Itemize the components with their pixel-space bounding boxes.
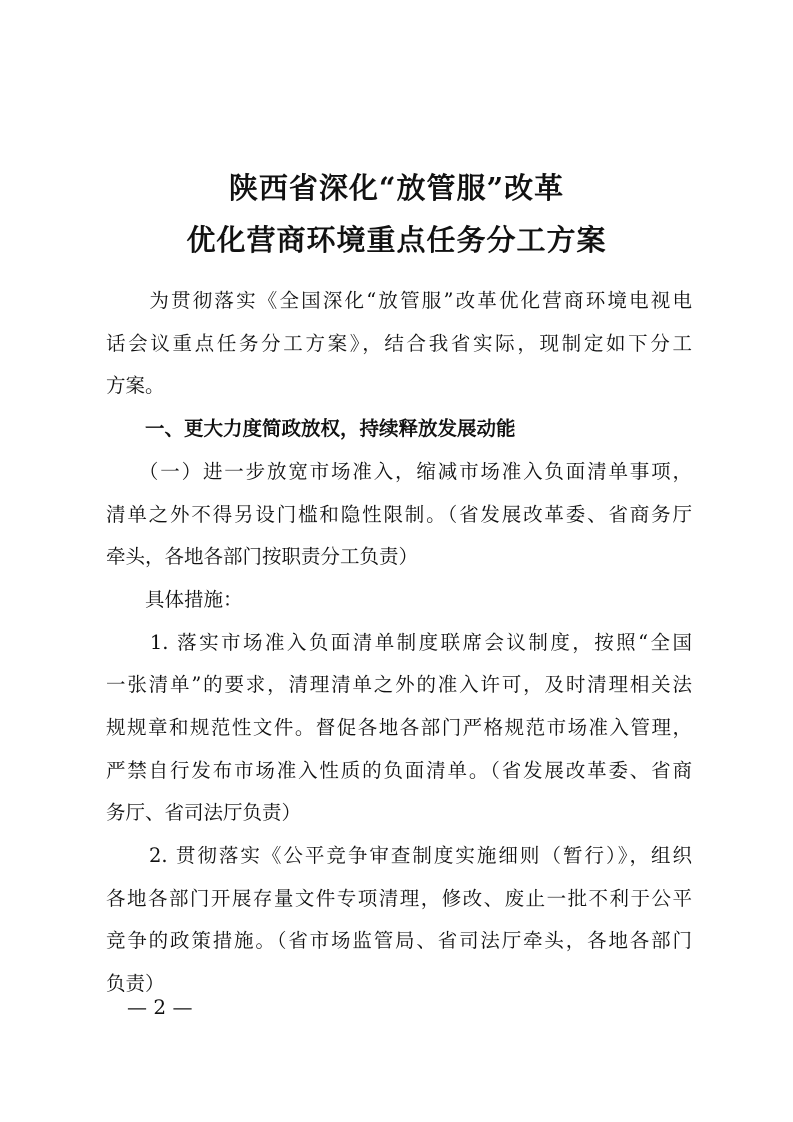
intro-paragraph-line: 方案。 <box>106 374 165 397</box>
intro-paragraph-line: 为贯彻落实《全国深化“放管服”改革优化营商环境电视电 <box>106 289 692 312</box>
measure-1-line: 规规章和规范性文件。督促各地各部门严格规范市场准入管理， <box>106 716 692 739</box>
measure-1-line: 务厅、省司法厅负责） <box>106 801 302 824</box>
item-1-line: 清单之外不得另设门槛和隐性限制。（省发展改革委、省商务厅 <box>106 503 692 526</box>
measure-2-line: 竞争的政策措施。（省市场监管局、省司法厅牵头，各地各部门 <box>106 929 692 952</box>
measure-2-line: 各地各部门开展存量文件专项清理，修改、废止一批不利于公平 <box>106 887 692 910</box>
item-1-line: 牵头，各地各部门按职责分工负责） <box>106 545 419 568</box>
section-heading-1: 一、更大力度简政放权，持续释放发展动能 <box>106 417 516 440</box>
measure-1-line: 一张清单”的要求，清理清单之外的准入许可，及时清理相关法 <box>106 673 692 696</box>
intro-paragraph-line: 话会议重点任务分工方案》，结合我省实际，现制定如下分工 <box>106 332 692 355</box>
measure-1-line: 1. 落实市场准入负面清单制度联席会议制度，按照“全国 <box>106 631 692 654</box>
title-line-1: 陕西省深化“放管服”改革 <box>228 171 565 205</box>
page-number: — 2 — <box>127 995 193 1019</box>
title-line-2: 优化营商环境重点任务分工方案 <box>186 223 607 257</box>
measure-2-line: 负责） <box>106 972 165 995</box>
measures-label: 具体措施： <box>106 588 243 611</box>
item-1-line: （一）进一步放宽市场准入，缩减市场准入负面清单事项， <box>106 460 692 483</box>
measure-2-line: 2. 贯彻落实《公平竞争审查制度实施细则（暂行）》，组织 <box>106 844 692 867</box>
measure-1-line: 严禁自行发布市场准入性质的负面清单。（省发展改革委、省商 <box>106 759 692 782</box>
